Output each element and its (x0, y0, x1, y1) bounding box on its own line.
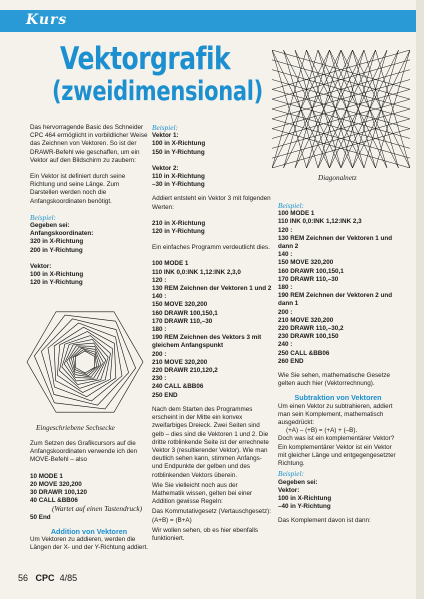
code-line: 140 : (278, 251, 293, 259)
intro-paragraph: Das hervorragende Basic des Schneider CPC 464 ermöglicht in vorbildlicher Weise das Zeichnen von Vektoren. So ist der DRAWR-Befehl wie geschaffen, um ein Vektor auf den Bildschirm zu zaubern: (30, 124, 148, 164)
check-paragraph: Wir wollen sehen, ob es hier ebenfalls funktioniert. (152, 526, 259, 542)
code-line: 190 REM Zeichnen des Vektors 3 mit gleichem Anfangspunkt (152, 334, 262, 350)
code-line: 260 END (278, 357, 304, 365)
definition-paragraph: Ein Vektor ist definiert durch seine Richtung und seine Länge. Zum Darstellen werden noch die Anfangskoordinaten benötigt. (30, 173, 126, 205)
code-line: 220 DRAWR 210,120,2 (152, 367, 218, 375)
result-block (152, 220, 272, 236)
column-1 (30, 124, 148, 287)
explanation-paragraph: Nach dem Starten des Programmes erscheint in der Mitte ein konvex zweifarbiges Dreieck. Zwei Seiten sind gelb – dies sind die Vektoren 1 und 2. Die dritte rotblinkende Seite ist der errechnete Vektor 3 (resultierender Vektor). Wie man deutlich sehen kann, stimmen Anfangs- und Endpunkte der gelben und des rotblinkenden Vektors überein. (152, 405, 269, 479)
diagonal-net-caption: Diagonalnetz (318, 174, 357, 182)
code-line: 20 MOVE 320,200 (30, 480, 82, 488)
code-line: 250 CALL &BB06 (278, 349, 330, 357)
example-line: 100 in X-Richtung (30, 271, 84, 279)
addition-heading: Addition von Vektoren (50, 526, 128, 536)
code-line: 180 : (152, 326, 167, 334)
section-label: Kurs (26, 12, 68, 28)
example-line: –40 in Y-Richtung (278, 503, 331, 511)
vector-line: Vektor 2: (152, 164, 179, 172)
result-paragraph: Addiert entsteht ein Vektor 3 mit folgenden Werten: (152, 195, 271, 211)
code-line: 150 MOVE 320,200 (152, 301, 208, 309)
hexagon (64, 343, 106, 381)
subtraction-paragraph: Um einen Vektor zu subtrahieren, addiert man sein Komplement, mathematisch ausgedrückt: (278, 402, 393, 427)
code-line: 220 DRAWR 110,–30,2 (278, 325, 344, 333)
vector-line: 100 in X-Richtung (152, 140, 206, 148)
code-line: 190 REM Zeichnen der Vektoren 2 und dann 1 (278, 292, 393, 308)
code-listing-1 (30, 473, 148, 522)
column-3 (278, 202, 398, 534)
complement-paragraph: Doch was ist ein komplementärer Vektor? Ein komplementärer Vektor ist ein Vektor mit gleicher Länge und entgegengesetzter Richtung. (278, 435, 396, 468)
hexagons-image (24, 302, 146, 422)
example-heading: Beispiel: (278, 201, 304, 210)
move-paragraph: Zum Setzen des Grafikcursors auf die Anfangskoordinaten verwende ich den MOVE-Befehl – also (30, 440, 138, 464)
title-line-2: (zweidimensional) (52, 76, 263, 106)
law-paragraph: Wie Sie sehen, mathematische Gesetze gelten auch hier (Vektorrechnung). (278, 372, 390, 388)
issue-number: 4/85 (59, 573, 78, 583)
example-line: 320 in X-Richtung (30, 238, 84, 246)
code-line: 170 DRAWR 110,–30 (278, 275, 339, 283)
hexagon (73, 350, 96, 375)
example-line: 200 in Y-Richtung (30, 246, 83, 254)
code-line: 120 : (278, 226, 293, 234)
example-block-2 (278, 479, 398, 512)
code-line: 30 DRAWR 100,120 (30, 489, 88, 497)
code-line: 10 MODE 1 (30, 472, 63, 480)
code-line: 170 DRAWR 110,–30 (152, 317, 213, 325)
hexagon (75, 351, 94, 373)
code-listing-2 (152, 260, 272, 399)
commutative-paragraph: Das Kommutativgesetz (Vertauschgesetz): (A+B) = (B+A) (152, 508, 271, 524)
code-line: 210 MOVE 320,200 (152, 358, 208, 366)
code-note: (Wartet auf einen Tastendruck) (52, 504, 143, 514)
code-line: 140 : (152, 293, 167, 301)
vector-line: 110 in X-Richtung (152, 173, 205, 181)
code-line: 100 MODE 1 (278, 210, 315, 218)
code-line: 160 DRAWR 100,150,1 (278, 267, 344, 275)
example-line: Gegeben sei: (278, 478, 318, 486)
vector-line: Vektor 1: (152, 132, 179, 140)
code-line: 50 End (30, 513, 51, 521)
vectors-block (152, 132, 272, 189)
example-heading: Beispiel: (152, 123, 178, 132)
code-line: 100 MODE 1 (152, 260, 189, 268)
code-line: 210 MOVE 320,200 (278, 316, 334, 324)
example-line: Gegeben sei: (30, 222, 70, 230)
rules-paragraph: Wie Sie vielleicht noch aus der Mathematik wissen, gelten bei einer Addition gewisse Regeln: (152, 481, 253, 506)
example-heading-2: Beispiel: (278, 469, 304, 479)
diagonal-net-image (272, 50, 410, 168)
hexagon (34, 315, 135, 409)
result-line: 120 in Y-Richtung (152, 228, 205, 236)
code-line: 230 : (152, 375, 167, 383)
code-line: 110 INK 0,0:INK 1,12:INK 2,3,0 (152, 268, 241, 276)
example-heading: Beispiel: (30, 212, 56, 222)
code-line: 200 : (152, 350, 167, 358)
complement-result-paragraph: Das Komplement davon ist dann: (278, 517, 371, 525)
code-line: 230 DRAWR 100,150 (278, 333, 339, 341)
code-line: 110 INK 0,0:INK 1,12:INK 2,3 (278, 218, 362, 226)
hexagon (41, 319, 128, 405)
title-line-1: Vektorgrafik (60, 40, 231, 77)
vector-line: –30 in Y-Richtung (152, 181, 205, 189)
hexagons-caption: Eingeschriebene Sechsecke (36, 424, 115, 432)
code-line: 120 : (152, 276, 167, 284)
example-line: 100 in X-Richtung (278, 494, 332, 502)
vector-line: 150 in Y-Richtung (152, 148, 205, 156)
code-line: 130 REM Zeichnen der Vektoren 1 und dann 2 (278, 234, 393, 251)
page-edge (416, 0, 424, 599)
code-line: 200 : (278, 308, 293, 316)
code-line: 250 END (152, 391, 178, 399)
magazine-name: CPC (35, 573, 55, 583)
code-line: 180 : (278, 284, 293, 292)
formula: (+A) – (+B) = (+A) + (–B). (286, 427, 358, 435)
code-line: 130 REM Zeichnen der Vektoren 1 und 2 (152, 285, 272, 293)
code-listing-3 (278, 210, 398, 366)
hexagon (57, 331, 112, 392)
page-footer (18, 573, 77, 583)
code-line: 240 : (278, 341, 293, 349)
example-line: Vektor: (278, 486, 300, 494)
code-line: 150 MOVE 320,200 (278, 259, 334, 267)
code-line: 40 CALL &BB06 (30, 497, 78, 505)
example-block (30, 222, 148, 287)
code-line: 160 DRAWR 100,150,1 (152, 309, 218, 317)
result-line: 210 in X-Richtung (152, 219, 206, 227)
addition-paragraph: Um Vektoren zu addieren, werden die Längen der X- und der Y-Richtung addiert. (30, 536, 148, 552)
example-line: Vektor: (30, 262, 52, 270)
subtraction-heading: Subtraktion von Vektoren (294, 393, 382, 403)
hexagon (48, 323, 122, 401)
column-2 (152, 124, 272, 551)
code-line: 240 CALL &BB06 (152, 383, 204, 391)
example-line: 120 in Y-Richtung (30, 279, 83, 287)
page-number: 56 (18, 573, 29, 583)
example-line: Anfangskoordinaten: (30, 230, 94, 238)
program-paragraph: Ein einfaches Programm verdeutlicht dies. (152, 244, 270, 252)
column-1-lower (30, 440, 148, 560)
